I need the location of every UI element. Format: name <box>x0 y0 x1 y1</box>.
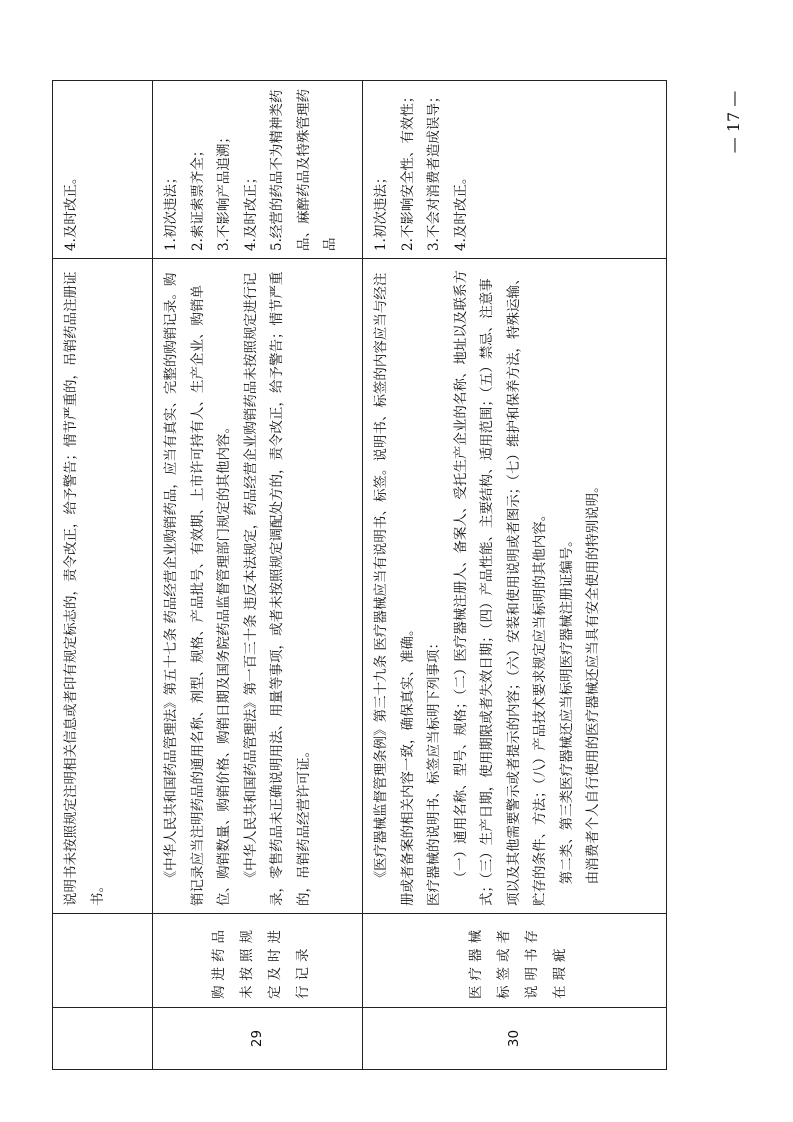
row-number <box>53 1008 153 1070</box>
row-number: 29 <box>153 1008 363 1070</box>
basis-paragraph: 由消费者个人自行使用的医疗器械还应当具有安全使用的特别说明。 <box>585 479 601 885</box>
basis-paragraph: 说明书未按照规定注明相关信息或者印有规定标志的，责令改正，给予警告；情节严重的，吊销药品注册证书。 <box>63 271 106 906</box>
applicable-situations <box>363 81 667 259</box>
situation-item: 1.初次违法； <box>373 170 389 251</box>
situation-item: 4.及时改正。 <box>63 170 79 251</box>
table-row <box>53 81 153 1070</box>
basis-paragraph: （一）通用名称、型号、规格；（二）医疗器械注册人、备案人、受托生产企业的名称、地址以及联系方式；（三）生产日期，使用期限或者失效日期；（四）产品性能、主要结构、适用范围；（五）禁忌、注意事项以及其他需要警示或者提示的内容；（六）安装和使用说明或者图示；（七）维护和保养方法，特殊运输、贮存的条件、方法；（八）产品技术要求规定应当标明的其他内容。 <box>452 270 548 906</box>
applicable-situations <box>153 81 363 259</box>
situation-item: 4.及时改正。 <box>452 170 469 251</box>
basis-paragraph: 《医疗器械监督管理条例》第三十九条 医疗器械应当有说明书、标签。说明书、标签的内容应当与经注册或者备案的相关内容一致，确保真实、准确。 <box>373 272 416 906</box>
situation-item: 3.不影响产品追溯； <box>216 130 232 251</box>
basis-paragraph: 第二类、第三类医疗器械还应当标明医疗器械注册证编号。 <box>558 533 575 885</box>
situation-item: 2.不影响安全性、有效性； <box>399 89 416 251</box>
situation-item: 2.索证索票齐全； <box>189 143 206 251</box>
table-row <box>153 81 363 1070</box>
situation-item: 1.初次违法； <box>163 170 179 251</box>
legal-basis <box>153 259 363 914</box>
applicable-situations <box>53 81 153 259</box>
violation-name <box>53 914 153 1008</box>
legal-basis <box>363 259 667 914</box>
violation-name: 购进药品未按照规定及时进行记录 <box>153 914 363 1008</box>
table-row <box>363 81 667 1070</box>
row-number: 30 <box>363 1008 667 1070</box>
violation-name: 医疗器械标签或者说明书存在瑕疵 <box>363 914 667 1008</box>
situation-item: 3.不会对消费者造成误导； <box>426 89 442 251</box>
page-number: — 17 — <box>724 90 743 154</box>
basis-paragraph: 医疗器械的说明书、标签应当标明下列事项： <box>426 636 442 906</box>
situation-item: 5.经营的药品不为精神类药品、麻醉药品及特殊管理药品 <box>269 89 338 251</box>
legal-basis <box>53 259 153 914</box>
regulation-table <box>52 80 667 1070</box>
situation-item: 4.及时改正； <box>242 170 259 251</box>
basis-paragraph: 《中华人民共和国药品管理法》第一百三十条 违反本法规定，药品经营企业购销药品未按照规定进行记录，零售药品未正确说明用法、用量等事项，或者未按照规定调配处方的，责令改正，给予警告；情节严重的，吊销药品经营许可证。 <box>242 271 312 906</box>
basis-paragraph: 《中华人民共和国药品管理法》第五十七条 药品经营企业购销药品，应当有真实、完整的购销记录。购销记录应当注明药品的通用名称、剂型、规格、产品批号、有效期、上市许可持有人、生产企业、购销单位、购销数量、购销价格、购销日期及国务院药品监督管理部门规定的其他内容。 <box>163 272 232 906</box>
